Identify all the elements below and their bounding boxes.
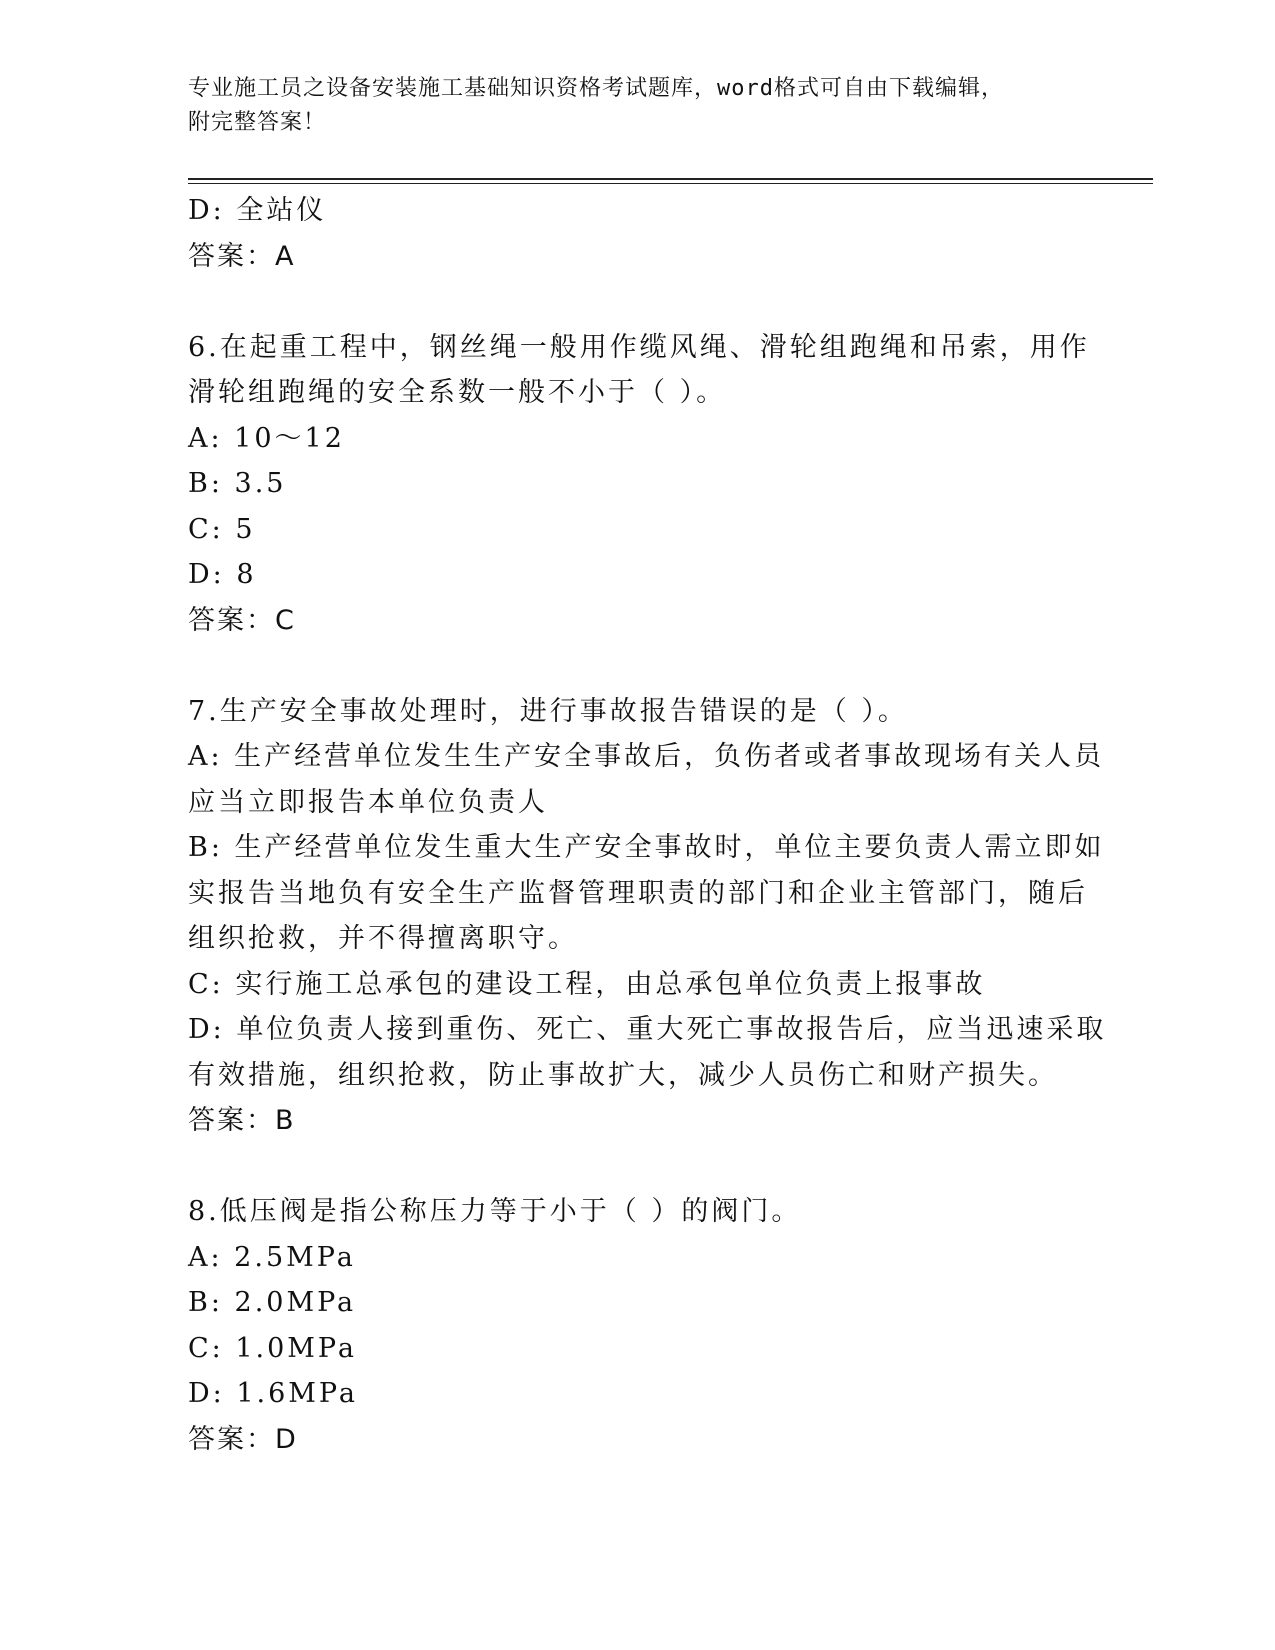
option-a: A: 生产经营单位发生生产安全事故后，负伤者或者事故现场有关人员: [188, 741, 1105, 772]
option-d-cont: 有效措施，组织抢救，防止事故扩大，减少人员伤亡和财产损失。: [188, 1059, 1058, 1091]
prev-option-d: D: 全站仪: [188, 195, 327, 226]
answer: 答案：B: [188, 1105, 296, 1136]
answer: 答案：C: [188, 604, 296, 636]
prev-answer: 答案：A: [188, 240, 296, 272]
header-line-1: 专业施工员之设备安装施工基础知识资格考试题库，word格式可自由下载编辑，: [188, 76, 1004, 101]
option-a-cont: 应当立即报告本单位负责人: [188, 786, 548, 818]
question-7: [188, 689, 1107, 1144]
document-body: [188, 188, 1107, 1462]
spacer: [188, 643, 1088, 689]
option-d: D: 1.6MPa: [188, 1378, 358, 1409]
question-text: 滑轮组跑绳的安全系数一般不小于（ ）。: [188, 377, 727, 408]
header-divider-thin: [188, 183, 1153, 184]
option-c: C: 1.0MPa: [188, 1332, 357, 1364]
option-b-cont: 实报告当地负有安全生产监督管理职责的部门和企业主管部门，随后: [188, 877, 1088, 909]
question-text: 6.在起重工程中，钢丝绳一般用作缆风绳、滑轮组跑绳和吊索，用作: [188, 331, 1090, 363]
option-b: B: 3.5: [188, 468, 287, 499]
option-b-cont: 组织抢救，并不得擅离职守。: [188, 923, 578, 954]
document-header: [188, 72, 1088, 140]
header-line-2: 附完整答案！: [188, 110, 327, 135]
option-a: A: 2.5MPa: [188, 1241, 356, 1273]
header-divider-thick: [188, 178, 1153, 180]
answer: 答案：D: [188, 1423, 298, 1455]
option-c: C: 实行施工总承包的建设工程，由总承包单位负责上报事故: [188, 968, 986, 1000]
option-a: A: 10～12: [188, 422, 345, 454]
spacer: [188, 279, 1088, 325]
question-text: 7.生产安全事故处理时，进行事故报告错误的是（ ）。: [188, 695, 908, 727]
option-d: D: 单位负责人接到重伤、死亡、重大死亡事故报告后，应当迅速采取: [188, 1014, 1107, 1045]
question-6: [188, 325, 1088, 644]
spacer: [188, 1144, 1088, 1190]
question-text: 8.低压阀是指公称压力等于小于（ ）的阀门。: [188, 1196, 802, 1227]
option-b: B: 生产经营单位发生重大生产安全事故时，单位主要负责人需立即如: [188, 832, 1105, 863]
option-d: D: 8: [188, 559, 257, 590]
option-b: B: 2.0MPa: [188, 1287, 357, 1318]
question-8: [188, 1189, 1088, 1462]
option-c: C: 5: [188, 513, 256, 545]
